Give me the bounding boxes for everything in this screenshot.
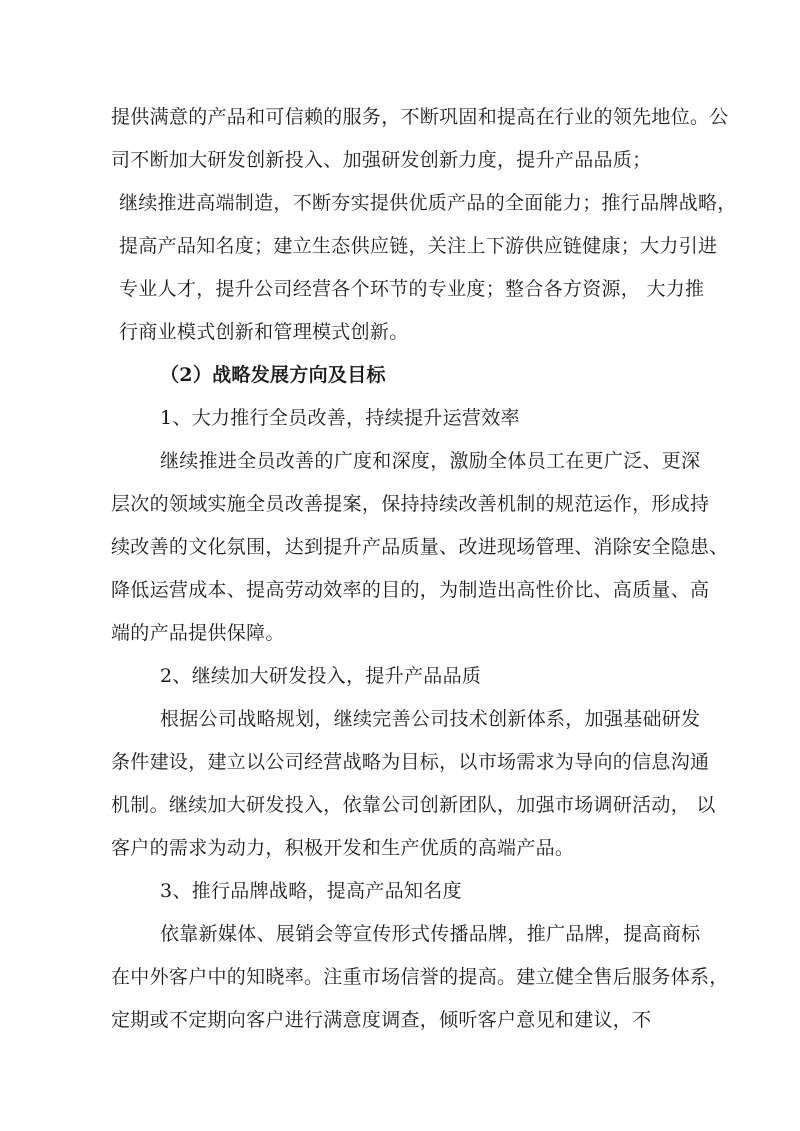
paragraph-line: 继续推进高端制造，不断夯实提供优质产品的全面能力；推行品牌战略， bbox=[119, 192, 737, 214]
paragraph-line: 续改善的文化氛围，达到提升产品质量、改进现场管理、消除安全隐患、 bbox=[111, 536, 729, 558]
paragraph-line: 司不断加大研发创新投入、加强研发创新力度，提升产品品质； bbox=[111, 149, 652, 171]
paragraph-line: 继续推进全员改善的广度和深度，激励全体员工在更广泛、更深 bbox=[160, 450, 701, 472]
subsection-heading: 2、继续加大研发投入，提升产品品质 bbox=[160, 665, 482, 687]
paragraph-line: 专业人才，提升公司经营各个环节的专业度；整合各方资源， 大力推 bbox=[119, 278, 705, 300]
paragraph-line: 降低运营成本、提高劳动效率的目的，为制造出高性价比、高质量、高 bbox=[111, 579, 710, 601]
paragraph-line: 在中外客户中的知晓率。注重市场信誉的提高。建立健全售后服务体系， bbox=[111, 966, 729, 988]
paragraph-line: 定期或不定期向客户进行满意度调查，倾听客户意见和建议，不 bbox=[111, 1009, 652, 1031]
subsection-heading: 1、大力推行全员改善，持续提升运营效率 bbox=[160, 407, 520, 429]
section-heading: （2）战略发展方向及目标 bbox=[160, 364, 386, 386]
paragraph-line: 行商业模式创新和管理模式创新。 bbox=[119, 321, 409, 343]
subsection-heading: 3、推行品牌战略，提高产品知名度 bbox=[160, 880, 462, 902]
paragraph-line: 提供满意的产品和可信赖的服务，不断巩固和提高在行业的领先地位。公 bbox=[111, 106, 729, 128]
paragraph-line: 端的产品提供保障。 bbox=[111, 622, 285, 644]
paragraph-line: 根据公司战略规划，继续完善公司技术创新体系，加强基础研发 bbox=[160, 708, 701, 730]
paragraph-line: 客户的需求为动力，积极开发和生产优质的高端产品。 bbox=[111, 837, 575, 859]
paragraph-line: 机制。继续加大研发投入，依靠公司创新团队，加强市场调研活动， 以 bbox=[111, 794, 716, 816]
paragraph-line: 依靠新媒体、展销会等宣传形式传播品牌，推广品牌，提高商标 bbox=[160, 923, 701, 945]
paragraph-line: 层次的领域实施全员改善提案，保持持续改善机制的规范运作，形成持 bbox=[111, 493, 710, 515]
paragraph-line: 条件建设，建立以公司经营战略为目标，以市场需求为导向的信息沟通 bbox=[111, 751, 710, 773]
paragraph-line: 提高产品知名度；建立生态供应链，关注上下游供应链健康；大力引进 bbox=[119, 235, 718, 257]
